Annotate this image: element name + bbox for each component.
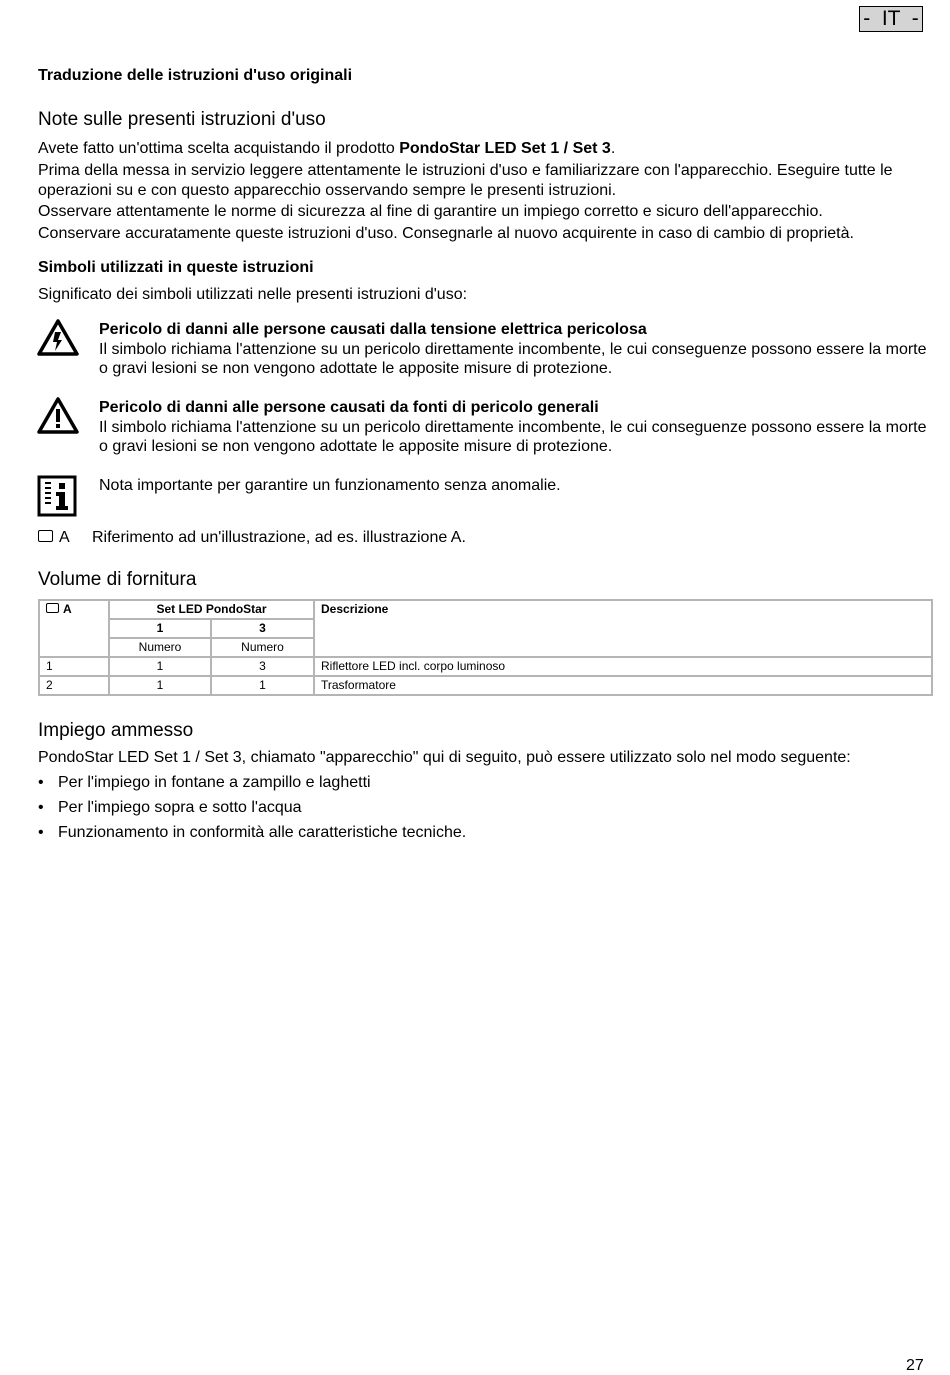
info-note-icon [37,475,77,517]
supply-table [38,599,933,696]
table-row: 1 1 3 Riflettore LED incl. corpo luminoso [39,657,932,676]
col-set: Set LED PondoStar [109,600,314,619]
document-subtitle: Traduzione delle istruzioni d'uso originali [38,67,353,84]
info-note-text: Nota importante per garantire un funzionamento senza anomalie. [99,477,561,494]
figure-reference [38,529,70,547]
general-warning-title: Pericolo di danni alle persone causati da fonti di pericolo generali [99,399,599,416]
figure-reference-icon [38,530,53,542]
qty-label-set-3: Numero [211,638,314,657]
table-row: 2 1 1 Trasformatore [39,676,932,695]
list-item: • Per l'impiego in fontane a zampillo e laghetti [38,773,466,798]
list-item: • Per l'impiego sopra e sotto l'acqua [38,798,466,823]
figure-reference-label: A [59,529,70,546]
figure-reference-text: Riferimento ad un'illustrazione, ad es. illustrazione A. [92,529,466,546]
general-warning-text: Il simbolo richiama l'attenzione su un pericolo direttamente incombente, le cui conseguenze possono essere la morte o gravi lesioni se non vengono adottate le apposite misure di protezione. [99,418,927,455]
symbols-intro: Significato dei simboli utilizzati nelle presenti istruzioni d'uso: [38,286,468,303]
col-set-1: 1 [109,619,211,638]
supply-heading: Volume di fornitura [38,569,197,590]
usage-intro: PondoStar LED Set 1 / Set 3, chiamato "apparecchio" qui di seguito, può essere utilizzato solo nel modo seguente: [38,749,851,766]
notes-para-2: Osservare attentamente le norme di sicurezza al fine di garantire un impiego corretto e sicuro dell'apparecchio. [38,203,823,220]
usage-list [38,773,466,848]
electric-hazard-text: Il simbolo richiama l'attenzione su un pericolo direttamente incombente, le cui conseguenze possono essere la morte o gravi lesioni se non vengono adottate le apposite misure di protezione. [99,340,927,377]
general-warning-block [99,398,929,457]
electric-hazard-block [99,320,929,379]
electric-hazard-icon [37,319,79,357]
notes-para-3: Conservare accuratamente queste istruzioni d'uso. Consegnarle al nuovo acquirente in caso di cambio di proprietà. [38,225,854,242]
notes-para-1: Prima della messa in servizio leggere attentamente le istruzioni d'uso e familiarizzare con l'apparecchio. Eseguire tutte le operazioni su e con questo apparecchio osservando sempre le presenti istruzioni. [38,162,893,199]
col-figure: A [39,600,109,657]
list-item: • Funzionamento in conformità alle caratteristiche tecniche. [38,823,466,848]
col-description: Descrizione [314,600,932,657]
symbols-heading: Simboli utilizzati in queste istruzioni [38,259,314,276]
table-header-row [39,600,932,619]
general-warning-icon [37,397,79,435]
col-set-3: 3 [211,619,314,638]
language-badge: - IT - [859,6,923,32]
notes-heading: Note sulle presenti istruzioni d'uso [38,109,326,130]
qty-label-set-1: Numero [109,638,211,657]
electric-hazard-title: Pericolo di danni alle persone causati dalla tensione elettrica pericolosa [99,321,647,338]
notes-intro: Avete fatto un'ottima scelta acquistando il prodotto PondoStar LED Set 1 / Set 3. [38,140,616,157]
page-number: 27 [906,1357,924,1374]
product-name: PondoStar LED Set 1 / Set 3 [399,140,611,157]
usage-heading: Impiego ammesso [38,720,194,741]
figure-reference-icon [46,603,59,613]
